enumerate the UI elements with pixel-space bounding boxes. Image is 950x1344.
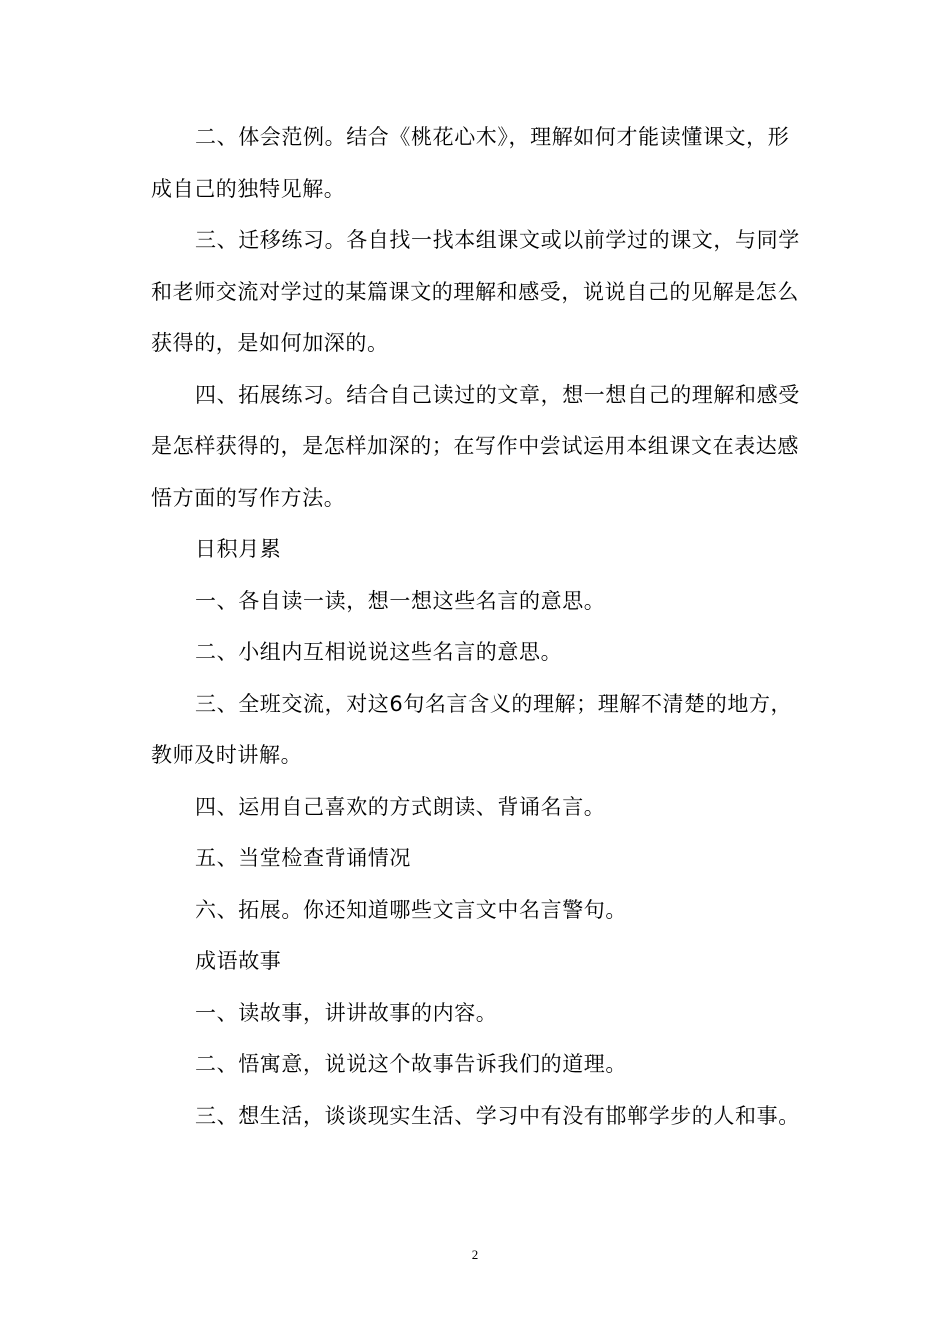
- section-heading-daily-accumulation: 日积月累: [195, 537, 282, 561]
- paragraph-read-story: 一、读故事，讲讲故事的内容。: [195, 1000, 498, 1025]
- paragraph-group-discussion: 二、小组内互相说说这些名言的意思。: [195, 640, 563, 664]
- paragraph-extension-practice: 四、拓展练习。结合自己读过的文章，想一想自己的理解和感受是怎样获得的，是怎样加深的；在写作中尝试运用本组课文在表达感悟方面的写作方法。: [151, 382, 800, 510]
- paragraph-read-quotes: 一、各自读一读，想一想这些名言的意思。: [195, 588, 606, 613]
- paragraph-real-life: 三、想生活，谈谈现实生活、学习中有没有邯郸学步的人和事。: [195, 1103, 800, 1128]
- paragraph-class-exchange: 三、全班交流，对这6句名言含义的理解；理解不清楚的地方，教师及时讲解。: [151, 691, 793, 767]
- page-number: 2: [471, 1247, 479, 1262]
- paragraph-transfer-practice: 三、迁移练习。各自找一找本组课文或以前学过的课文，与同学和老师交流对学过的某篇课文的理解和感受，说说自己的见解是怎么获得的，是如何加深的。: [151, 228, 800, 355]
- paragraph-story-moral: 二、悟寓意，说说这个故事告诉我们的道理。: [195, 1052, 627, 1076]
- paragraph-extension-quotes: 六、拓展。你还知道哪些文言文中名言警句。: [195, 897, 627, 922]
- section-heading-idiom-story: 成语故事: [195, 949, 282, 973]
- paragraph-model-reading: 二、体会范例。结合《桃花心木》，理解如何才能读懂课文，形成自己的独特见解。: [151, 125, 790, 201]
- document-body: [151, 112, 801, 1142]
- paragraph-check-recitation: 五、当堂检查背诵情况: [195, 846, 411, 870]
- paragraph-recite-quotes: 四、运用自己喜欢的方式朗读、背诵名言。: [195, 794, 606, 819]
